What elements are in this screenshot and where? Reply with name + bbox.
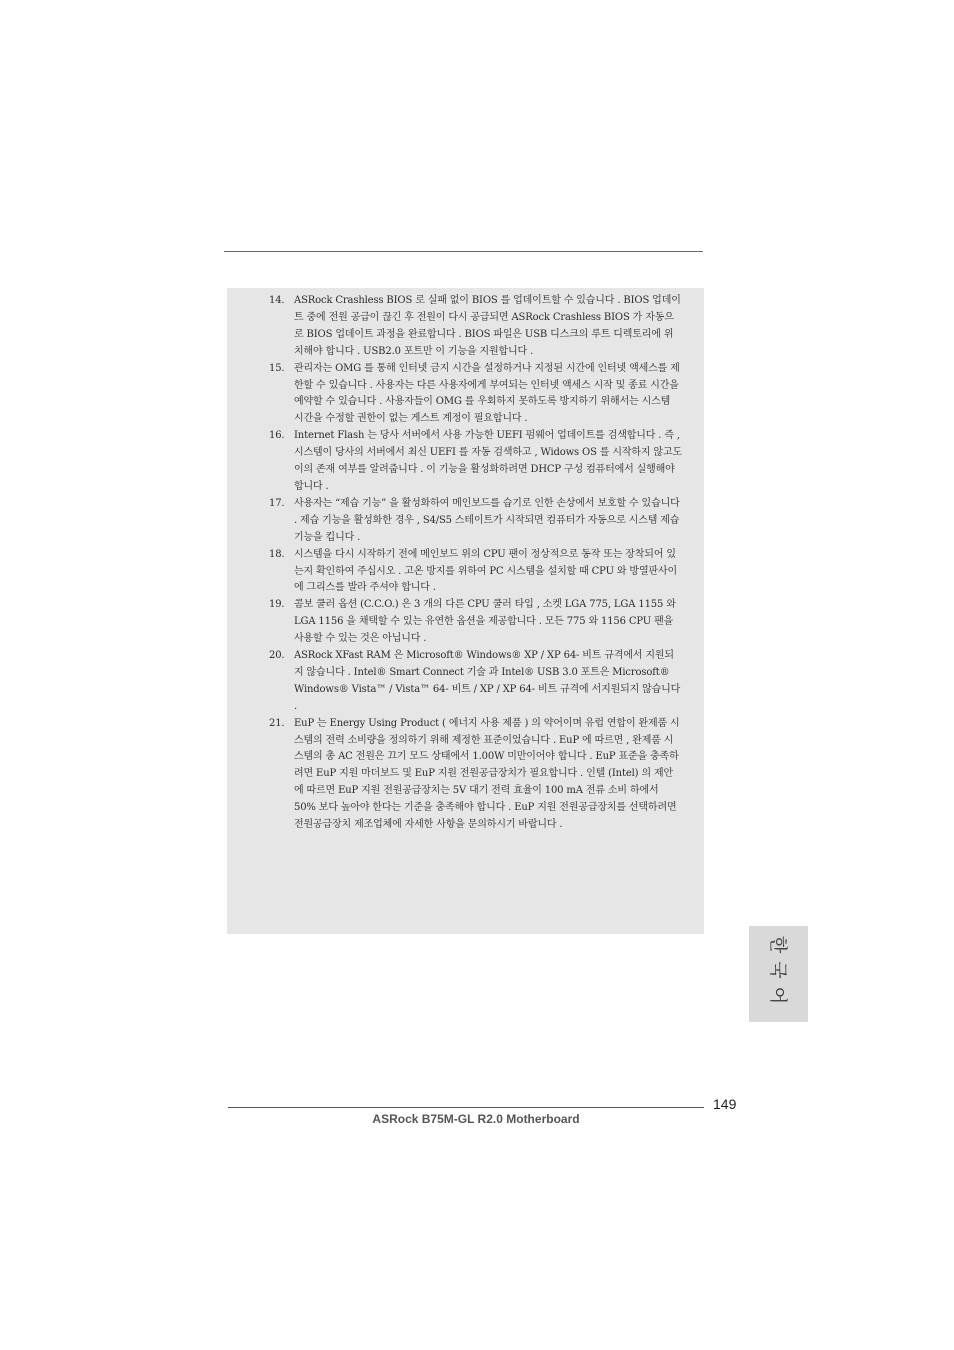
note-text: Internet Flash 는 당사 서버에서 사용 가능한 UEFI 펌웨어 업데이트를 검색합니다 . 즉 , 시스템이 당사의 서버에서 최신 UEFI 를 자동 검색하고 , Widows OS 를 시작하지 않고도 이의 존재 여부를 알려줍니다 . 이 기능을 활성화하려면 DHCP 구성 컴퓨터에서 실행해야 합니다 . bbox=[294, 430, 682, 492]
note-number: 15. bbox=[269, 362, 285, 374]
note-item bbox=[269, 547, 682, 598]
notes-panel bbox=[227, 288, 704, 934]
note-text: 시스템을 다시 시작하기 전에 메인보드 위의 CPU 팬이 정상적으로 동작 또는 장착되어 있는지 확인하여 주십시오 . 고온 방지를 위하여 PC 시스템을 설치할 때 CPU 와 방열판사이에 그리스를 발라 주셔야 합니다 . bbox=[294, 548, 677, 594]
note-number: 18. bbox=[269, 548, 285, 560]
note-number: 14. bbox=[269, 295, 285, 306]
note-text: ASRock XFast RAM 은 Microsoft® Windows® XP / XP 64- 비트 규격에서 지원되지 않습니다 . Intel® Smart Connect 기술 과 Intel® USB 3.0 포트은 Microsoft® Windows® Vista™ / Vista™ 64- 비트 / XP / XP 64- 비트 규격에 서지원되지 않습니다 . bbox=[294, 650, 681, 712]
note-number: 20. bbox=[269, 650, 285, 662]
language-side-tab bbox=[749, 926, 808, 1022]
header-divider bbox=[224, 251, 703, 252]
note-item bbox=[269, 597, 682, 648]
note-text: 사용자는 “제습 기능” 을 활성화하여 메인보드를 습기로 인한 손상에서 보호할 수 있습니다 . 제습 기능을 활성화한 경우 , S4/S5 스테이트가 시작되면 컴퓨터가 자동으로 시스템 제습 기능을 킵니다 . bbox=[294, 497, 680, 543]
note-number: 21. bbox=[269, 717, 285, 729]
language-label: 한국어 bbox=[766, 935, 788, 1013]
note-item bbox=[269, 648, 682, 716]
note-item bbox=[269, 361, 682, 429]
note-item bbox=[269, 293, 682, 361]
note-text: 관리자는 OMG 를 통해 인터넷 금지 시간을 설정하거나 지정된 시간에 인터넷 액세스를 제한할 수 있습니다 . 사용자는 다른 사용자에게 부여되는 인터넷 액세스 시작 및 종료 시간을 예약할 수 있습니다 . 사용자들이 OMG 를 우회하지 못하도록 방지하기 위해서는 시스템 시간을 수정할 권한이 없는 게스트 계정이 필요합니다 . bbox=[294, 362, 680, 425]
note-item bbox=[269, 496, 682, 547]
note-text: EuP 는 Energy Using Product ( 에너지 사용 제품 ) 의 약어이며 유럽 연합이 완제품 시스템의 전력 소비량을 정의하기 위해 제정한 표준이었습니다 . EuP 에 따르면 , 완제품 시스템의 총 AC 전원은 끄기 모드 상태에서 1.00W 미만이어야 합니다 . EuP 표준을 충족하려면 EuP 지원 마더보드 및 EuP 지원 전원공급장치가 필요합니다 . 인텔 (Intel) 의 제안에 따르면 EuP 지원 전원공급장치는 5V 대기 전력 효율이 100 mA 전류 소비 하에서 50% 보다 높아야 한다는 기준을 충족해야 합니다 . EuP 지원 전원공급장치를 선택하려면 전원공급장치 제조업체에 자세한 사항을 문의하시기 바랍니다 . bbox=[294, 717, 680, 831]
notes-list bbox=[269, 293, 682, 834]
note-text: ASRock Crashless BIOS 로 실패 없이 BIOS 를 업데이트할 수 있습니다 . BIOS 업데이트 중에 전원 공급이 끊긴 후 전원이 다시 공급되면 ASRock Crashless BIOS 가 자동으로 BIOS 업데이트 과정을 완료합니다 . BIOS 파일은 USB 디스크의 루트 디렉토리에 위치해야 합니다 . USB2.0 포트만 이 기능을 지원합니다 . bbox=[294, 295, 681, 357]
note-number: 16. bbox=[269, 430, 285, 442]
page-number: 149 bbox=[713, 1096, 737, 1112]
note-text: 콤보 쿨러 옵션 (C.C.O.) 은 3 개의 다른 CPU 쿨러 타입 , 소켓 LGA 775, LGA 1155 와 LGA 1156 을 채택할 수 있는 유연한 옵션을 제공합니다 . 모든 775 와 1156 CPU 팬을 사용할 수 있는 것은 아닙니다 . bbox=[294, 599, 676, 645]
note-number: 17. bbox=[269, 497, 285, 509]
note-item bbox=[269, 716, 682, 834]
footer-divider bbox=[228, 1107, 704, 1108]
note-number: 19. bbox=[269, 599, 285, 611]
note-item bbox=[269, 428, 682, 496]
footer-title: ASRock B75M-GL R2.0 Motherboard bbox=[372, 1112, 580, 1126]
